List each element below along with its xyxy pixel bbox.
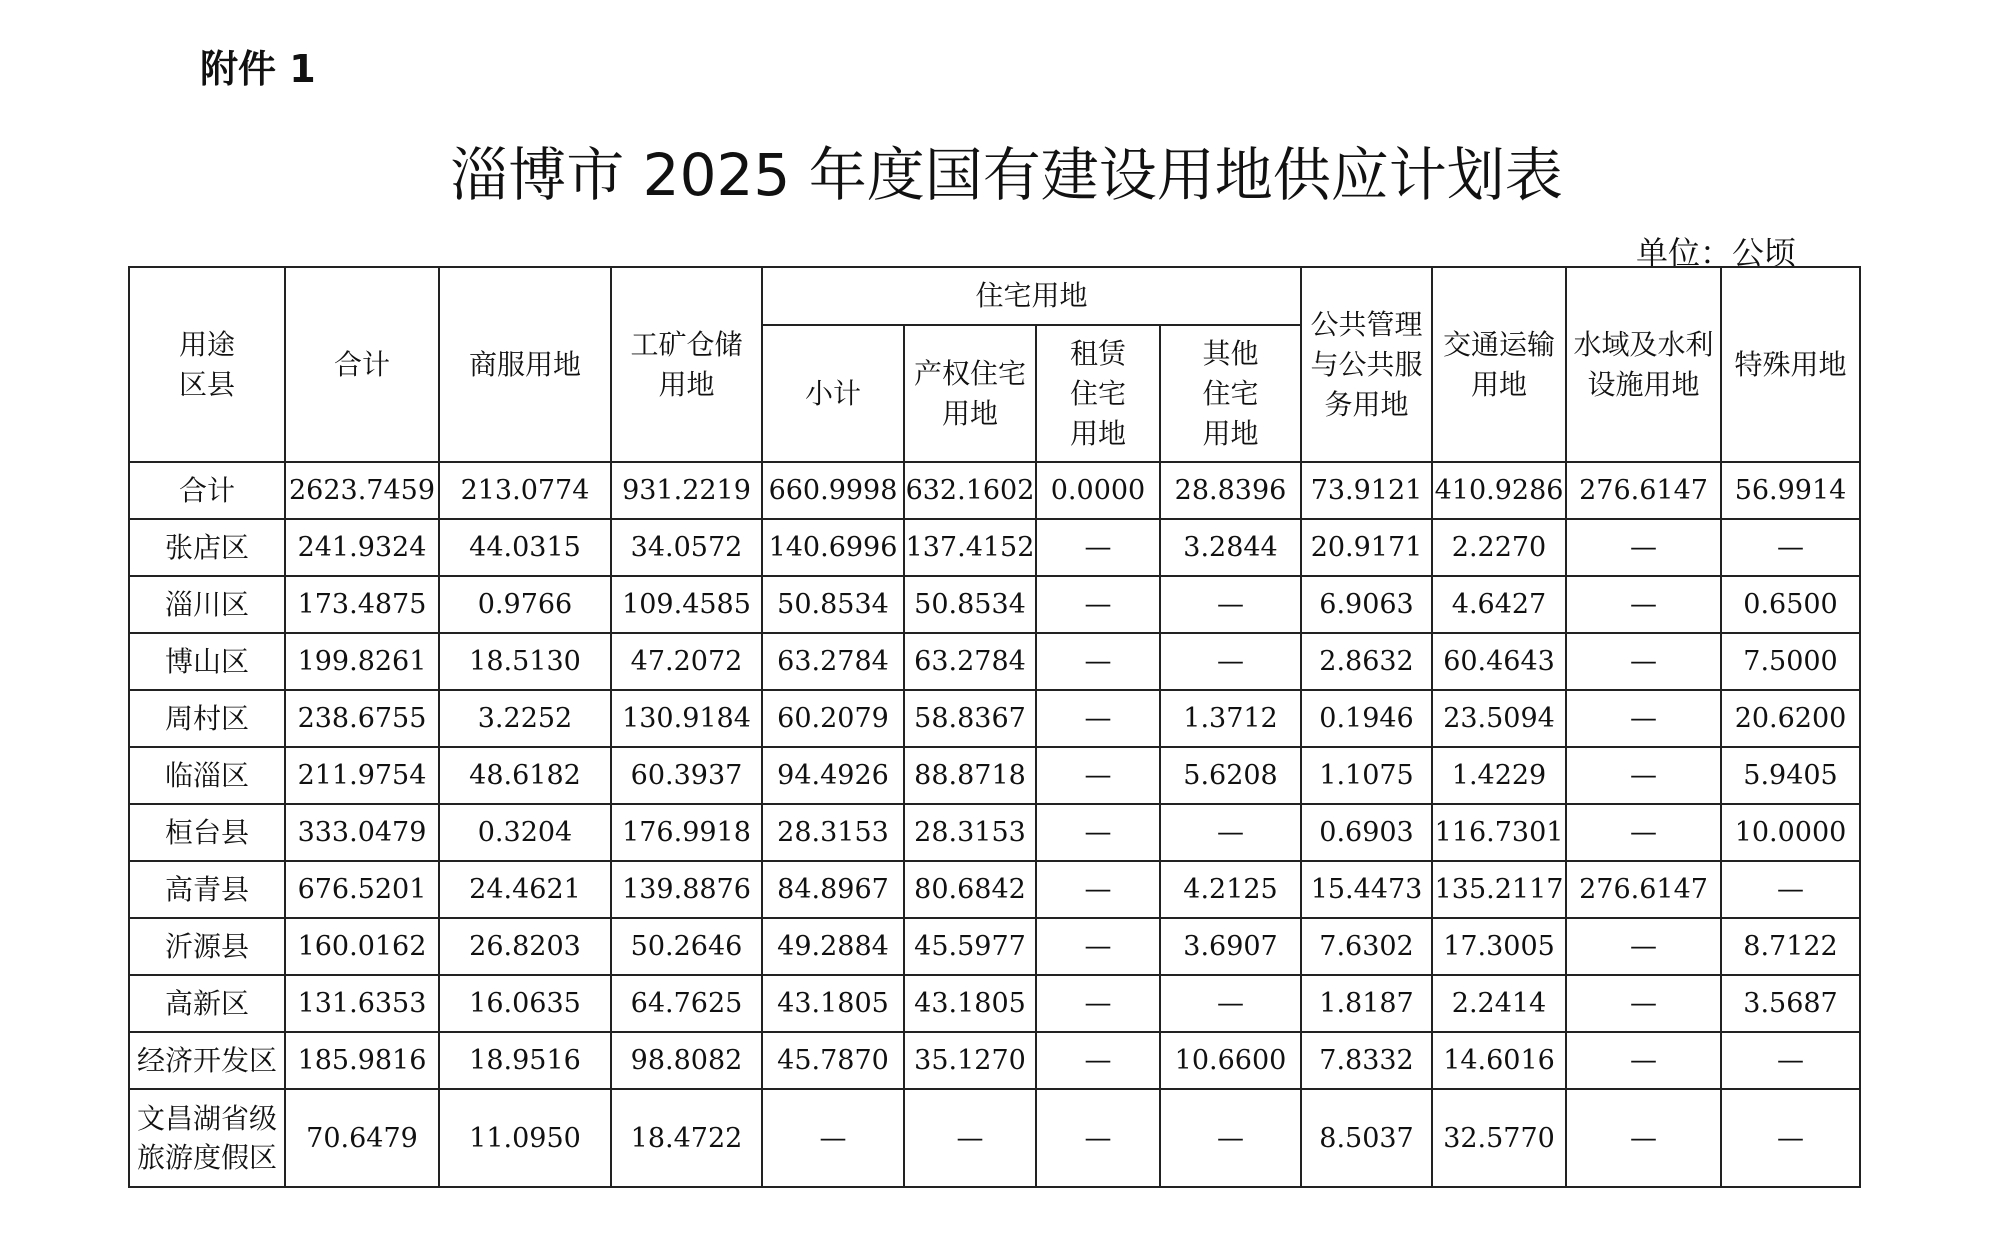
table-cell: 84.8967 (762, 861, 904, 918)
table-cell: 130.9184 (611, 690, 762, 747)
header-line: 住宅 (1069, 376, 1126, 410)
header-res-property (904, 325, 1036, 462)
table-cell: — (1566, 519, 1721, 576)
table-cell: 50.8534 (904, 576, 1036, 633)
header-line: 其他 (1202, 336, 1259, 370)
table-cell: 28.3153 (762, 804, 904, 861)
table-cell: 660.9998 (762, 462, 904, 519)
table-row (129, 1032, 1860, 1089)
header-line: 与公共服 (1310, 347, 1423, 381)
table-cell: 5.9405 (1721, 747, 1860, 804)
header-commercial: 商服用地 (439, 267, 611, 462)
table-cell: 88.8718 (904, 747, 1036, 804)
table-cell: — (1566, 975, 1721, 1032)
table-cell: 50.2646 (611, 918, 762, 975)
table-cell: 109.4585 (611, 576, 762, 633)
table-cell: 94.4926 (762, 747, 904, 804)
row-district-name-line: 博山区 (164, 645, 249, 678)
table-cell: 98.8082 (611, 1032, 762, 1089)
row-district-name (129, 633, 285, 690)
row-district-name (129, 1032, 285, 1089)
table-cell: 173.4875 (285, 576, 439, 633)
table-row (129, 975, 1860, 1032)
header-line: 水域及水利 (1573, 327, 1714, 361)
table-cell: 116.7301 (1432, 804, 1566, 861)
table-cell: 20.6200 (1721, 690, 1860, 747)
table-cell: 2.2270 (1432, 519, 1566, 576)
header-line: 用地 (1471, 367, 1528, 401)
table-cell: — (1036, 1089, 1160, 1187)
table-cell: 7.8332 (1301, 1032, 1432, 1089)
table-cell: 18.9516 (439, 1032, 611, 1089)
table-cell: 43.1805 (904, 975, 1036, 1032)
header-corner-line: 区县 (178, 367, 235, 401)
table-cell: 333.0479 (285, 804, 439, 861)
table-cell: — (1721, 1032, 1860, 1089)
row-district-name (129, 1089, 285, 1187)
header-special: 特殊用地 (1721, 267, 1860, 462)
header-line: 用地 (1069, 416, 1126, 450)
table-cell: 49.2884 (762, 918, 904, 975)
header-water (1566, 267, 1721, 462)
row-district-name-line: 桓台县 (164, 816, 249, 849)
table-row (129, 804, 1860, 861)
table-cell: — (1036, 1032, 1160, 1089)
table-row (129, 633, 1860, 690)
header-residential-group: 住宅用地 (762, 267, 1301, 325)
table-cell: 80.6842 (904, 861, 1036, 918)
header-line: 租赁 (1069, 336, 1126, 370)
table-cell: — (1160, 1089, 1301, 1187)
header-line: 用地 (941, 396, 998, 430)
table-cell: 43.1805 (762, 975, 904, 1032)
table-cell: 3.2844 (1160, 519, 1301, 576)
table-cell: 2.8632 (1301, 633, 1432, 690)
land-supply-plan-table (128, 266, 1861, 1188)
header-line: 产权住宅 (913, 356, 1026, 390)
table-cell: 676.5201 (285, 861, 439, 918)
table-cell: 3.5687 (1721, 975, 1860, 1032)
header-public (1301, 267, 1432, 462)
table-cell: 26.8203 (439, 918, 611, 975)
table-cell: — (1160, 975, 1301, 1032)
table-cell: 6.9063 (1301, 576, 1432, 633)
table-cell: — (1566, 804, 1721, 861)
row-district-name-line: 旅游度假区 (136, 1141, 277, 1174)
unit-label: 单位：公顷 (1636, 234, 1797, 272)
table-cell: 140.6996 (762, 519, 904, 576)
table-cell: 0.9766 (439, 576, 611, 633)
table-cell: — (1566, 633, 1721, 690)
table-cell: 56.9914 (1721, 462, 1860, 519)
table-cell: 60.4643 (1432, 633, 1566, 690)
table-cell: 10.6600 (1160, 1032, 1301, 1089)
table-cell: — (1566, 1032, 1721, 1089)
table-cell: 410.9286 (1432, 462, 1566, 519)
table-cell: — (1036, 576, 1160, 633)
row-district-name (129, 975, 285, 1032)
header-res-subtotal: 小计 (762, 325, 904, 462)
table-cell: — (1160, 576, 1301, 633)
table-cell: 1.3712 (1160, 690, 1301, 747)
table-cell: — (1566, 1089, 1721, 1187)
row-district-name-line: 高青县 (164, 873, 249, 906)
table-cell: — (1566, 576, 1721, 633)
table-cell: — (762, 1089, 904, 1187)
table-cell: 4.6427 (1432, 576, 1566, 633)
table-row (129, 690, 1860, 747)
table-cell: 199.8261 (285, 633, 439, 690)
table-cell: 185.9816 (285, 1032, 439, 1089)
row-district-name (129, 747, 285, 804)
table-cell: 276.6147 (1566, 462, 1721, 519)
table-cell: — (1036, 747, 1160, 804)
row-district-name (129, 519, 285, 576)
header-corner (129, 267, 285, 462)
table-cell: 0.1946 (1301, 690, 1432, 747)
table-cell: — (1721, 861, 1860, 918)
table-cell: 34.0572 (611, 519, 762, 576)
header-line: 公共管理 (1310, 307, 1423, 341)
row-district-name-line: 经济开发区 (136, 1044, 277, 1077)
table-cell: 16.0635 (439, 975, 611, 1032)
table-cell: — (1721, 1089, 1860, 1187)
table-cell: 1.1075 (1301, 747, 1432, 804)
table-cell: 60.2079 (762, 690, 904, 747)
table-cell: 931.2219 (611, 462, 762, 519)
table-row (129, 462, 1860, 519)
row-district-name-line: 高新区 (164, 987, 249, 1020)
row-district-name-line: 沂源县 (164, 930, 249, 963)
table-cell: 7.6302 (1301, 918, 1432, 975)
table-cell: 632.1602 (904, 462, 1036, 519)
header-corner-line: 用途 (178, 327, 235, 361)
table-cell: 35.1270 (904, 1032, 1036, 1089)
row-district-name-line: 临淄区 (164, 759, 249, 792)
table-cell: 0.6903 (1301, 804, 1432, 861)
table-cell: 50.8534 (762, 576, 904, 633)
header-line: 住宅 (1202, 376, 1259, 410)
table-cell: 47.2072 (611, 633, 762, 690)
table-row (129, 861, 1860, 918)
table-cell: 73.9121 (1301, 462, 1432, 519)
header-res-other (1160, 325, 1301, 462)
table-cell: 8.7122 (1721, 918, 1860, 975)
table-cell: — (1160, 804, 1301, 861)
table-cell: 45.7870 (762, 1032, 904, 1089)
table-cell: — (1566, 747, 1721, 804)
table-cell: — (1036, 519, 1160, 576)
header-line: 用地 (1202, 416, 1259, 450)
row-district-name-line: 淄川区 (164, 588, 249, 621)
table-cell: — (1721, 519, 1860, 576)
table-cell: 63.2784 (904, 633, 1036, 690)
table-cell: 211.9754 (285, 747, 439, 804)
header-line: 交通运输 (1443, 327, 1556, 361)
table-cell: 48.6182 (439, 747, 611, 804)
table-cell: 7.5000 (1721, 633, 1860, 690)
table-cell: 14.6016 (1432, 1032, 1566, 1089)
table-cell: — (1036, 975, 1160, 1032)
table-cell: 0.3204 (439, 804, 611, 861)
table-cell: 45.5977 (904, 918, 1036, 975)
row-district-name (129, 576, 285, 633)
table-cell: 28.8396 (1160, 462, 1301, 519)
table-cell: — (1036, 690, 1160, 747)
table-cell: 15.4473 (1301, 861, 1432, 918)
row-district-name-line: 合计 (178, 474, 235, 507)
table-cell: 70.6479 (285, 1089, 439, 1187)
table-cell: 63.2784 (762, 633, 904, 690)
row-district-name (129, 462, 285, 519)
row-district-name (129, 690, 285, 747)
table-cell: — (1566, 918, 1721, 975)
table-cell: 135.2117 (1432, 861, 1566, 918)
table-cell: 241.9324 (285, 519, 439, 576)
table-body (129, 462, 1860, 1187)
header-total: 合计 (285, 267, 439, 462)
table-cell: 3.6907 (1160, 918, 1301, 975)
header-industrial (611, 267, 762, 462)
table-cell: 176.9918 (611, 804, 762, 861)
row-district-name-line: 文昌湖省级 (136, 1102, 277, 1135)
row-district-name (129, 861, 285, 918)
table-cell: — (1036, 633, 1160, 690)
table-cell: 238.6755 (285, 690, 439, 747)
table-row (129, 1089, 1860, 1187)
table-cell: 2.2414 (1432, 975, 1566, 1032)
table-cell: 18.5130 (439, 633, 611, 690)
header-line: 工矿仓储 (630, 327, 743, 361)
table-cell: 3.2252 (439, 690, 611, 747)
table-cell: 137.4152 (904, 519, 1036, 576)
table-cell: — (1036, 804, 1160, 861)
table-cell: 64.7625 (611, 975, 762, 1032)
table-cell: 213.0774 (439, 462, 611, 519)
table-cell: 24.4621 (439, 861, 611, 918)
table-cell: — (1160, 633, 1301, 690)
table-cell: 2623.7459 (285, 462, 439, 519)
table-cell: — (1036, 918, 1160, 975)
table-cell: 28.3153 (904, 804, 1036, 861)
table-row (129, 747, 1860, 804)
table-cell: 11.0950 (439, 1089, 611, 1187)
row-district-name (129, 804, 285, 861)
table-cell: 23.5094 (1432, 690, 1566, 747)
table-cell: 131.6353 (285, 975, 439, 1032)
table-cell: — (1036, 861, 1160, 918)
header-line: 务用地 (1324, 387, 1409, 421)
row-district-name-line: 张店区 (164, 531, 249, 564)
table-cell: 276.6147 (1566, 861, 1721, 918)
table-cell: 5.6208 (1160, 747, 1301, 804)
table-cell: 1.8187 (1301, 975, 1432, 1032)
table-cell: 58.8367 (904, 690, 1036, 747)
table-cell: 18.4722 (611, 1089, 762, 1187)
table-row (129, 918, 1860, 975)
row-district-name (129, 918, 285, 975)
header-transport (1432, 267, 1566, 462)
header-line: 设施用地 (1587, 367, 1700, 401)
table-cell: 1.4229 (1432, 747, 1566, 804)
table-cell: 8.5037 (1301, 1089, 1432, 1187)
header-line: 用地 (658, 367, 715, 401)
table-cell: 60.3937 (611, 747, 762, 804)
table-cell: 44.0315 (439, 519, 611, 576)
table-cell: 17.3005 (1432, 918, 1566, 975)
table-cell: 10.0000 (1721, 804, 1860, 861)
table-row (129, 576, 1860, 633)
table-cell: 4.2125 (1160, 861, 1301, 918)
table-cell: 32.5770 (1432, 1089, 1566, 1187)
table-cell: 139.8876 (611, 861, 762, 918)
table-cell: — (1566, 690, 1721, 747)
table-cell: — (904, 1089, 1036, 1187)
page-title: 淄博市 2025 年度国有建设用地供应计划表 (450, 141, 1563, 209)
table-cell: 160.0162 (285, 918, 439, 975)
table-cell: 0.0000 (1036, 462, 1160, 519)
header-res-rental (1036, 325, 1160, 462)
table-row (129, 519, 1860, 576)
attachment-label: 附件 1 (200, 47, 316, 91)
row-district-name-line: 周村区 (164, 702, 249, 735)
table-cell: 0.6500 (1721, 576, 1860, 633)
table-cell: 20.9171 (1301, 519, 1432, 576)
